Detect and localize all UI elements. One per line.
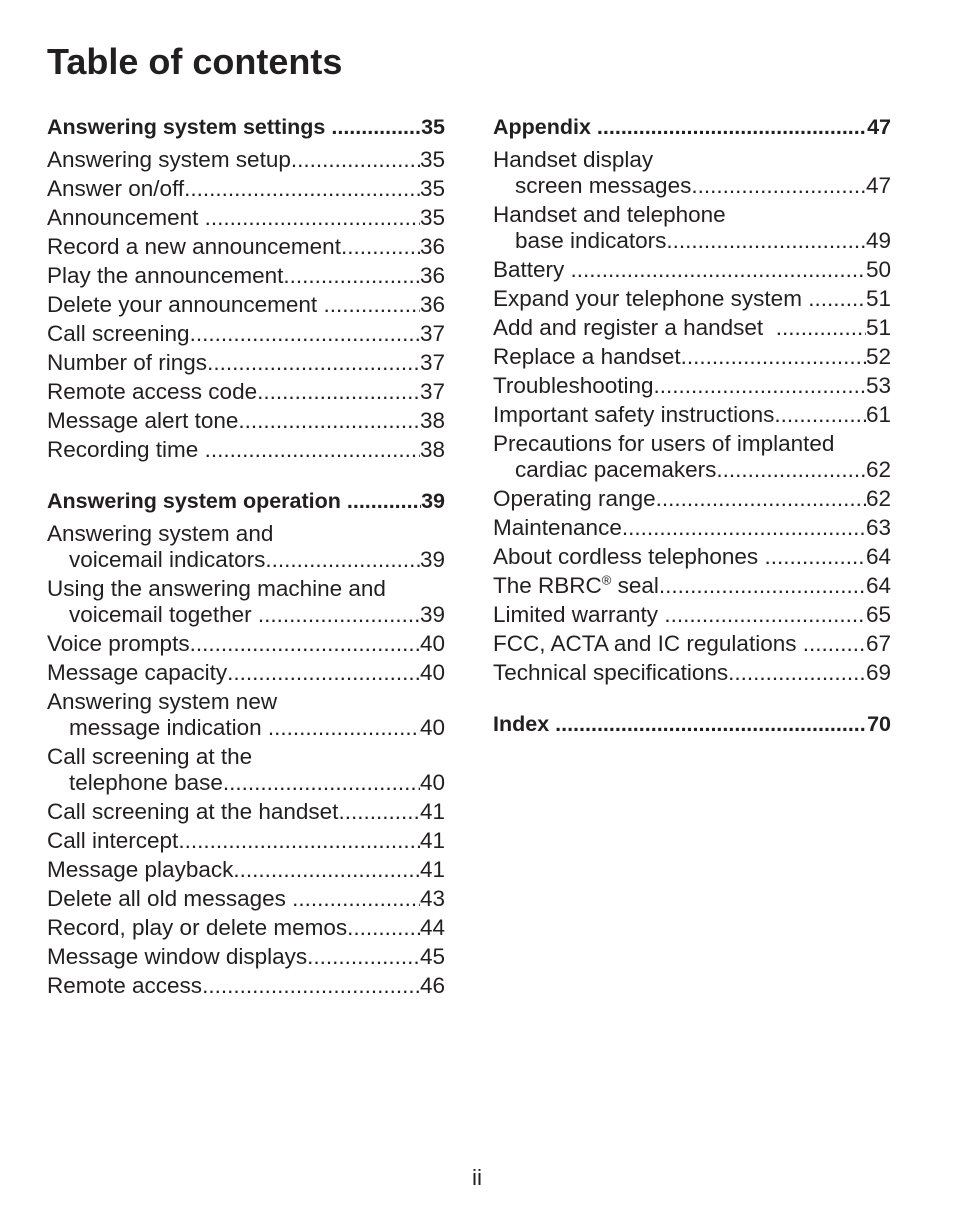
toc-entry-label: Recording time [47, 436, 205, 462]
toc-entry-label: About cordless telephones [493, 543, 765, 569]
toc-left-column [47, 112, 445, 1000]
toc-entry-label: Delete all old messages [47, 885, 293, 911]
toc-page-number: 37 [419, 378, 445, 404]
toc-entry[interactable] [47, 658, 445, 687]
dot-leader [347, 488, 421, 514]
toc-page-number: 36 [419, 233, 445, 259]
toc-entry[interactable] [47, 574, 445, 629]
toc-entry-label: Record a new announcement [47, 233, 341, 259]
toc-page-number: 41 [419, 856, 445, 882]
toc-page-number: 39 [419, 546, 445, 572]
toc-entry-label: Remote access code [47, 378, 258, 404]
toc-page-number: 46 [419, 972, 445, 998]
toc-entry[interactable] [493, 284, 891, 313]
toc-entry-label-continued: base indicators [515, 227, 667, 253]
toc-entry-label: Message playback [47, 856, 234, 882]
toc-entry-label: Play the announcement [47, 262, 284, 288]
toc-entry[interactable] [493, 255, 891, 284]
toc-entry-label: Precautions for users of implanted [493, 430, 835, 456]
dot-leader [283, 263, 420, 289]
toc-entry-label: Voice prompts [47, 630, 190, 656]
toc-entry[interactable] [493, 400, 891, 429]
dot-leader [207, 350, 420, 376]
toc-section-answering-system-operation[interactable] [47, 486, 445, 515]
toc-page-number: 52 [865, 343, 891, 369]
toc-page-number: 38 [419, 407, 445, 433]
dot-leader [184, 176, 420, 202]
toc-page-number: 37 [419, 349, 445, 375]
toc-entry-label: Operating range [493, 485, 656, 511]
toc-entry-label: Replace a handset [493, 343, 681, 369]
toc-page-number: 41 [419, 827, 445, 853]
dot-leader [716, 457, 866, 483]
toc-entry[interactable] [47, 377, 445, 406]
dot-leader [233, 857, 420, 883]
toc-page-number: 63 [865, 514, 891, 540]
toc-entry-label: Record, play or delete memos [47, 914, 348, 940]
toc-entry-label: Handset display [493, 146, 654, 172]
toc-page-number: 62 [865, 456, 891, 482]
toc-page-number: 35 [419, 204, 445, 230]
toc-entry[interactable] [493, 429, 891, 484]
toc-page-number: 51 [865, 285, 891, 311]
dot-leader [597, 114, 867, 140]
toc-entry[interactable] [47, 145, 445, 174]
toc-entry-label: Handset and telephone [493, 201, 726, 227]
dot-leader [571, 257, 866, 283]
toc-entry-label: Using the answering machine and [47, 575, 386, 601]
toc-entry-label: Battery [493, 256, 571, 282]
dot-leader [265, 547, 420, 573]
toc-entry[interactable] [493, 600, 891, 629]
toc-page-number: 40 [419, 769, 445, 795]
toc-entry[interactable] [493, 571, 891, 600]
dot-leader [190, 321, 420, 347]
dot-leader [728, 660, 866, 686]
dot-leader [307, 944, 420, 970]
toc-page-number: 47 [867, 114, 891, 139]
toc-page-number: 35 [419, 175, 445, 201]
toc-entry-label: Delete your announcement [47, 291, 324, 317]
dot-leader [257, 379, 420, 405]
dot-leader [268, 715, 420, 741]
dot-leader [238, 408, 420, 434]
dot-leader [666, 228, 866, 254]
toc-page-number: 64 [865, 572, 891, 598]
toc-entry[interactable] [47, 855, 445, 884]
toc-entry[interactable] [493, 629, 891, 658]
toc-entry[interactable] [47, 435, 445, 464]
toc-page-number: 49 [865, 227, 891, 253]
dot-leader [178, 828, 420, 854]
dot-leader [654, 373, 866, 399]
toc-entry-label: Answering system settings [47, 114, 332, 139]
toc-entry-label: Answering system and [47, 520, 274, 546]
toc-entry[interactable] [493, 484, 891, 513]
toc-page-number: 38 [419, 436, 445, 462]
toc-entry[interactable] [47, 884, 445, 913]
toc-page-number: 50 [865, 256, 891, 282]
toc-entry[interactable] [47, 203, 445, 232]
dot-leader [555, 711, 867, 737]
toc-page-number: 45 [419, 943, 445, 969]
toc-page-number: 43 [419, 885, 445, 911]
toc-page-number: 47 [865, 172, 891, 198]
dot-leader [338, 799, 420, 825]
toc-entry[interactable] [47, 913, 445, 942]
toc-page-number: 37 [419, 320, 445, 346]
dot-leader [223, 770, 420, 796]
toc-entry[interactable] [47, 742, 445, 797]
dot-leader [774, 402, 866, 428]
dot-leader [347, 915, 420, 941]
toc-page-number: 64 [865, 543, 891, 569]
dot-leader [202, 973, 420, 999]
dot-leader [681, 344, 866, 370]
toc-entry-label: Answering system setup [47, 146, 291, 172]
toc-entry-label-continued: message indication [69, 714, 268, 740]
toc-page-number: 35 [419, 146, 445, 172]
toc-entry-label: Index [493, 711, 556, 736]
dot-leader [622, 515, 866, 541]
toc-entry-label: Announcement [47, 204, 205, 230]
toc-entry-label: Remote access [47, 972, 203, 998]
toc-entry-label: Appendix [493, 114, 597, 139]
toc-entry-label: FCC, ACTA and IC regulations [493, 630, 803, 656]
toc-entry[interactable] [493, 342, 891, 371]
toc-entry-label-continued: telephone base [69, 769, 223, 795]
toc-entry-label: Call screening at the handset [47, 798, 339, 824]
toc-page-number: 39 [421, 488, 445, 513]
toc-entry[interactable] [47, 797, 445, 826]
toc-page-number: 36 [419, 262, 445, 288]
dot-leader [190, 631, 420, 657]
toc-entry-label: Important safety instructions [493, 401, 775, 427]
toc-page-number: 51 [865, 314, 891, 340]
toc-page-number: 62 [865, 485, 891, 511]
dot-leader [803, 631, 866, 657]
toc-page-number: 40 [419, 630, 445, 656]
toc-entry-label-continued: voicemail indicators [69, 546, 266, 572]
toc-entry-label: Message alert tone [47, 407, 239, 433]
page-number: ii [472, 1165, 482, 1190]
dot-leader [291, 147, 420, 173]
toc-entry[interactable] [47, 406, 445, 435]
toc-entry-label: Answering system new [47, 688, 278, 714]
toc-page-number: 39 [419, 601, 445, 627]
toc-entry-label-continued: screen messages [515, 172, 692, 198]
toc-page-number: 44 [419, 914, 445, 940]
toc-page-number: 70 [867, 711, 891, 736]
dot-leader [258, 602, 420, 628]
toc-section-index[interactable] [493, 709, 891, 738]
toc-entry-label: Answering system operation [47, 488, 347, 513]
toc-entry[interactable] [47, 174, 445, 203]
toc-page-number: 41 [419, 798, 445, 824]
toc-page-number: 65 [865, 601, 891, 627]
toc-entry-label: Maintenance [493, 514, 622, 540]
toc-entry[interactable] [493, 658, 891, 687]
toc-entry[interactable] [47, 826, 445, 855]
toc-page-number: 61 [865, 401, 891, 427]
toc-page-number: 36 [419, 291, 445, 317]
dot-leader [205, 437, 420, 463]
toc-page-number: 40 [419, 659, 445, 685]
toc-entry[interactable] [47, 319, 445, 348]
toc-entry[interactable] [493, 371, 891, 400]
toc-entry[interactable] [493, 313, 891, 342]
dot-leader [776, 315, 866, 341]
dot-leader [691, 173, 866, 199]
toc-entry[interactable] [47, 348, 445, 377]
toc-page-number: 40 [419, 714, 445, 740]
toc-entry[interactable] [493, 513, 891, 542]
toc-entry-label: Troubleshooting [493, 372, 654, 398]
toc-entry[interactable] [47, 290, 445, 319]
dot-leader [331, 114, 421, 140]
toc-page-number: 35 [421, 114, 445, 139]
toc-page-number: 69 [865, 659, 891, 685]
toc-entry-label-text: The RBRC [493, 572, 602, 598]
toc-entry[interactable] [47, 942, 445, 971]
toc-entry[interactable] [493, 200, 891, 255]
toc-right-column [493, 112, 891, 738]
toc-entry[interactable] [493, 542, 891, 571]
toc-entry-label: Technical specifications [493, 659, 729, 685]
registered-mark: ® [601, 572, 612, 587]
toc-page-number: 67 [865, 630, 891, 656]
toc-entry-label: Number of rings [47, 349, 208, 375]
toc-entry-label: Answer on/off [47, 175, 185, 201]
toc-entry[interactable] [47, 971, 445, 1000]
toc-section-answering-system-settings[interactable] [47, 112, 445, 141]
toc-entry[interactable] [47, 687, 445, 742]
toc-section-appendix[interactable] [493, 112, 891, 141]
toc-entry-label: Add and register a handset [493, 314, 776, 340]
toc-entry-label: Limited warranty [493, 601, 665, 627]
toc-entry-label-continued: cardiac pacemakers [515, 456, 717, 482]
dot-leader [227, 660, 420, 686]
toc-entry[interactable] [47, 261, 445, 290]
toc-entry-label: Message capacity [47, 659, 228, 685]
dot-leader [664, 602, 866, 628]
dot-leader [341, 234, 420, 260]
toc-entry-label: Call screening [47, 320, 190, 346]
toc-entry-label: Call screening at the [47, 743, 253, 769]
toc-entry-label: Call intercept [47, 827, 179, 853]
toc-entry-label [493, 573, 659, 599]
toc-entry-label: Message window displays [47, 943, 308, 969]
dot-leader [292, 886, 420, 912]
page-title: Table of contents [47, 41, 343, 82]
toc-entry[interactable] [493, 145, 891, 200]
dot-leader [205, 205, 420, 231]
toc-entry[interactable] [47, 232, 445, 261]
toc-entry-label-continued: voicemail together [69, 601, 258, 627]
dot-leader [764, 544, 866, 570]
toc-entry-label: Expand your telephone system [493, 285, 809, 311]
dot-leader [656, 486, 866, 512]
toc-entry[interactable] [47, 629, 445, 658]
toc-entry-label-suffix: seal [611, 572, 659, 598]
dot-leader [808, 286, 866, 312]
dot-leader [323, 292, 420, 318]
toc-entry[interactable] [47, 519, 445, 574]
toc-page-number: 53 [865, 372, 891, 398]
dot-leader [659, 573, 866, 599]
